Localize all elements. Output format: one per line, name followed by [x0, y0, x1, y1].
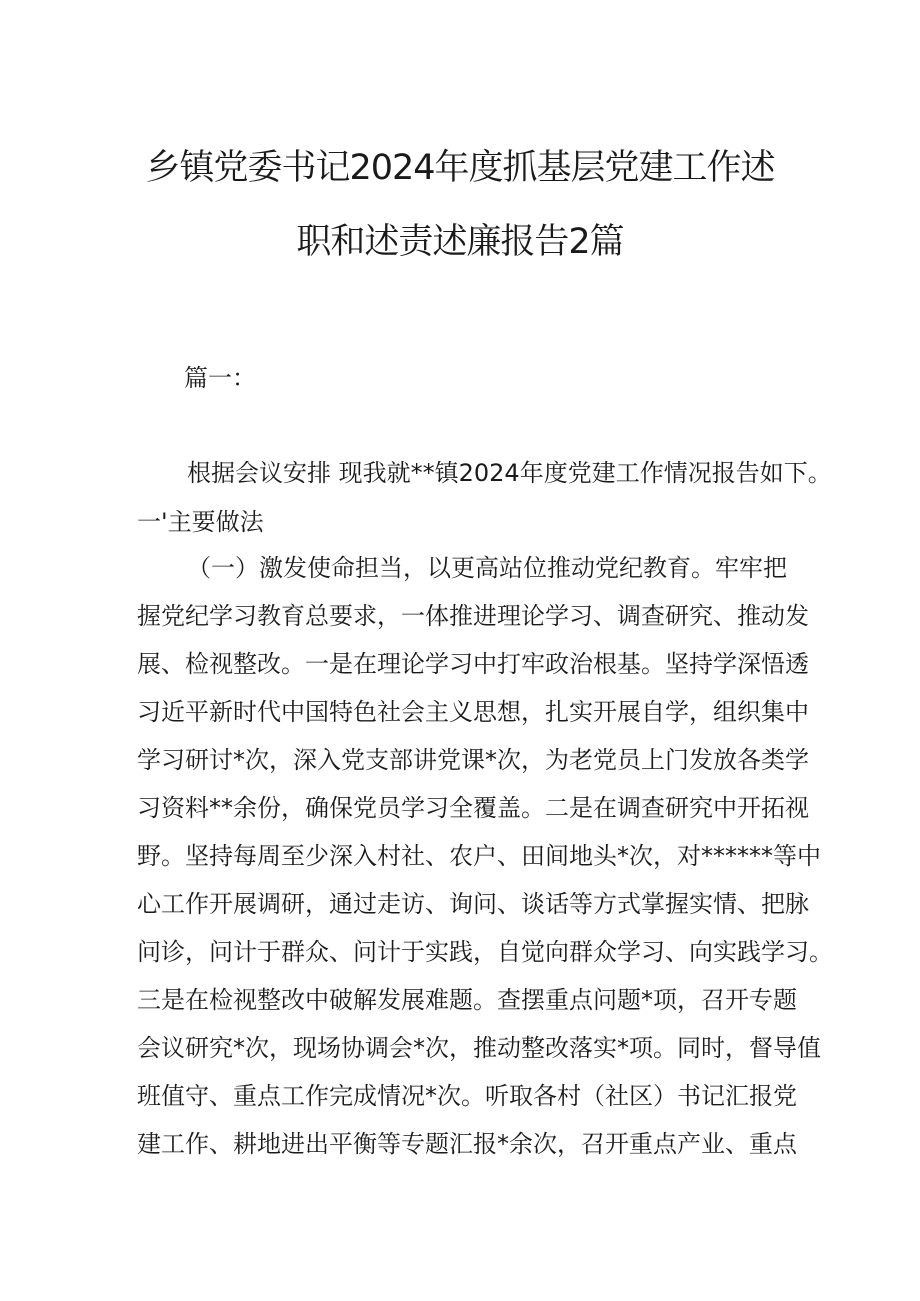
body-line: （一）激发使命担当，以更高站位推动党纪教育。牢牢把: [187, 554, 787, 582]
heading-main-practices: 一'主要做法: [137, 508, 264, 536]
body-line: 野。坚持每周至少深入村社、农户、田间地头*次，对******等中: [137, 842, 821, 870]
body-line: 习近平新时代中国特色社会主义思想，扎实开展自学，组织集中: [137, 698, 809, 726]
body-line: 心工作开展调研，通过走访、询问、谈话等方式掌握实情、把脉: [137, 890, 809, 918]
body-line: 会议研究*次，现场协调会*次，推动整改落实*项。同时，督导值: [137, 1034, 821, 1062]
section-label: 篇一：: [184, 364, 256, 392]
body-line: 展、检视整改。一是在理论学习中打牢政治根基。坚持学深悟透: [137, 650, 809, 678]
body-line: 习资料**余份，确保党员学习全覆盖。二是在调查研究中开拓视: [137, 794, 809, 822]
intro-paragraph: 根据会议安排 现我就**镇2024年度党建工作情况报告如下。: [187, 459, 832, 487]
body-line: 三是在检视整改中破解发展难题。查摆重点问题*项，召开专题: [137, 986, 797, 1014]
body-line: 学习研讨*次，深入党支部讲党课*次，为老党员上门发放各类学: [137, 746, 809, 774]
body-line: 建工作、耕地进出平衡等专题汇报*余次，召开重点产业、重点: [137, 1130, 797, 1158]
body-line: 班值守、重点工作完成情况*次。听取各村（社区）书记汇报党: [137, 1082, 797, 1110]
document-title-line-1: 乡镇党委书记2024年度抓基层党建工作述: [145, 148, 775, 188]
body-line: 问诊，问计于群众、问计于实践，自觉向群众学习、向实践学习。: [137, 938, 833, 966]
document-title-line-2: 职和述责述廉报告2篇: [296, 222, 624, 262]
body-line: 握党纪学习教育总要求，一体推进理论学习、调查研究、推动发: [137, 602, 809, 630]
